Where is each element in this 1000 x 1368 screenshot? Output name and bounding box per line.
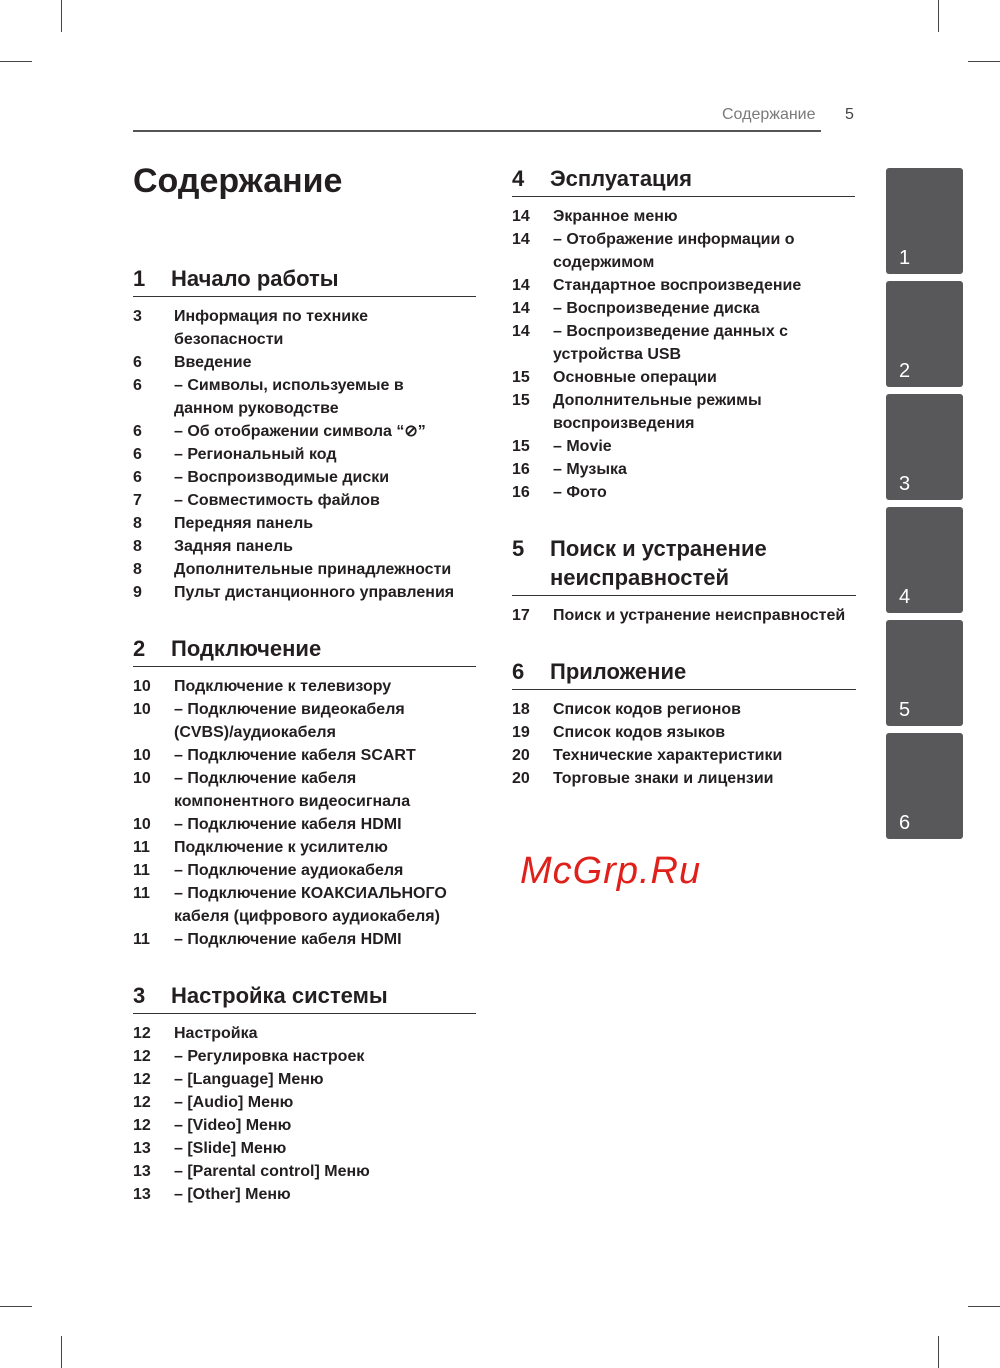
section-heading bbox=[512, 534, 856, 596]
toc-entry[interactable] bbox=[133, 1183, 476, 1206]
toc-page-number: 16 bbox=[512, 484, 530, 501]
toc-page-number: 20 bbox=[512, 770, 530, 787]
toc-page-number: 10 bbox=[133, 816, 151, 833]
toc-page-number: 11 bbox=[133, 862, 150, 879]
toc-entry[interactable] bbox=[512, 297, 855, 320]
toc-entry-text: Подключение к усилителю bbox=[174, 839, 388, 856]
watermark: McGrp.Ru bbox=[520, 850, 702, 892]
toc-entry[interactable] bbox=[133, 836, 476, 859]
toc-entry-text: – Воспроизведение диска bbox=[553, 300, 760, 317]
toc-entry[interactable] bbox=[133, 1137, 476, 1160]
toc-entry[interactable] bbox=[133, 535, 476, 558]
toc-entry-continuation[interactable] bbox=[512, 343, 855, 366]
running-header-title: Содержание bbox=[722, 106, 816, 123]
crop-mark bbox=[938, 1336, 939, 1368]
toc-page-number: 13 bbox=[133, 1186, 151, 1203]
toc-page-number: 14 bbox=[512, 208, 530, 225]
tab-label: 5 bbox=[899, 699, 911, 721]
toc-entry-text-cont: воспроизведения bbox=[553, 415, 695, 432]
toc-entry-text: – Подключение КОАКСИАЛЬНОГО bbox=[174, 885, 447, 902]
spacer bbox=[133, 397, 174, 420]
section-heading bbox=[133, 264, 476, 297]
toc-page-number: 11 bbox=[133, 885, 150, 902]
toc-page-number: 13 bbox=[133, 1140, 151, 1157]
toc-entry-text: Стандартное воспроизведение bbox=[553, 277, 802, 294]
toc-page-number: 10 bbox=[133, 770, 151, 787]
toc-page-number: 10 bbox=[133, 701, 151, 718]
toc-entry-text: Пульт дистанционного управления bbox=[174, 584, 455, 601]
toc-list bbox=[133, 1022, 476, 1206]
chapter-tab-4[interactable] bbox=[886, 507, 963, 613]
toc-list bbox=[512, 604, 856, 627]
toc-entry-text-cont: содержимом bbox=[553, 254, 655, 271]
toc-entry-text: – Регулировка настроек bbox=[174, 1048, 365, 1065]
toc-page-number: 14 bbox=[512, 277, 530, 294]
spacer bbox=[133, 790, 174, 813]
toc-entry[interactable] bbox=[133, 305, 476, 328]
section-title: Эсплуатация bbox=[550, 166, 692, 191]
toc-entry-text: – [Language] Меню bbox=[174, 1071, 324, 1088]
toc-entry-text: – Отображение информации о bbox=[553, 231, 795, 248]
toc-entry-text: Настройка bbox=[174, 1025, 258, 1042]
toc-page-number: 8 bbox=[133, 561, 142, 578]
crop-mark bbox=[61, 1336, 62, 1368]
toc-page-number: 12 bbox=[133, 1048, 151, 1065]
crop-mark bbox=[938, 0, 939, 32]
toc-entry-text: – Фото bbox=[553, 484, 607, 501]
toc-entry-text: – [Slide] Меню bbox=[174, 1140, 287, 1157]
toc-entry-text-cont: кабеля (цифрового аудиокабеля) bbox=[174, 908, 440, 925]
toc-entry[interactable] bbox=[512, 435, 855, 458]
toc-entry[interactable] bbox=[133, 675, 476, 698]
toc-entry-text: – Музыка bbox=[553, 461, 627, 478]
toc-entry-continuation[interactable] bbox=[512, 251, 855, 274]
toc-entry[interactable] bbox=[133, 928, 476, 951]
toc-page-number: 10 bbox=[133, 747, 151, 764]
tab-label: 4 bbox=[899, 586, 911, 608]
toc-entry[interactable] bbox=[133, 420, 476, 443]
spacer bbox=[512, 343, 553, 366]
page-title: Содержание bbox=[133, 162, 343, 200]
toc-page-number: 12 bbox=[133, 1117, 151, 1134]
toc-page-number: 15 bbox=[512, 392, 530, 409]
spacer bbox=[133, 905, 174, 928]
tab-label: 2 bbox=[899, 360, 911, 382]
toc-page-number: 10 bbox=[133, 678, 151, 695]
toc-entry[interactable] bbox=[133, 558, 476, 581]
toc-entry-text: Экранное меню bbox=[553, 208, 678, 225]
toc-entry-text: – [Other] Меню bbox=[174, 1186, 291, 1203]
toc-entry[interactable] bbox=[512, 604, 856, 627]
crop-mark bbox=[61, 0, 62, 32]
toc-entry-text: Технические характеристики bbox=[553, 747, 783, 764]
toc-section-5 bbox=[512, 534, 856, 627]
toc-entry[interactable] bbox=[133, 351, 476, 374]
toc-entry-text: Передняя панель bbox=[174, 515, 314, 532]
chapter-tab-5[interactable] bbox=[886, 620, 963, 726]
toc-page-number: 17 bbox=[512, 607, 530, 624]
section-number: 2 bbox=[133, 636, 146, 661]
section-heading bbox=[512, 657, 856, 690]
spacer bbox=[512, 251, 553, 274]
toc-page-number: 14 bbox=[512, 300, 530, 317]
toc-list bbox=[133, 305, 476, 604]
toc-section-3 bbox=[133, 981, 476, 1206]
section-number: 1 bbox=[133, 266, 146, 291]
toc-entry[interactable] bbox=[133, 767, 476, 790]
crop-mark bbox=[0, 61, 32, 62]
toc-page-number: 19 bbox=[512, 724, 530, 741]
toc-entry[interactable] bbox=[133, 698, 476, 721]
toc-entry[interactable] bbox=[133, 512, 476, 535]
toc-entry[interactable] bbox=[512, 389, 855, 412]
toc-page-number: 6 bbox=[133, 469, 142, 486]
toc-entry-text: – Подключение кабеля HDMI bbox=[174, 816, 402, 833]
toc-page-number: 12 bbox=[133, 1025, 151, 1042]
header-rule bbox=[133, 130, 821, 132]
toc-entry-text: – Символы, используемые в bbox=[174, 377, 404, 394]
spacer bbox=[133, 721, 174, 744]
toc-entry[interactable] bbox=[133, 882, 476, 905]
toc-entry[interactable] bbox=[133, 466, 476, 489]
toc-page-number: 12 bbox=[133, 1094, 151, 1111]
toc-entry-text: – Подключение кабеля bbox=[174, 770, 357, 787]
toc-entry-continuation[interactable] bbox=[133, 721, 476, 744]
toc-entry-text: – Подключение видеокабеля bbox=[174, 701, 405, 718]
section-number: 5 bbox=[512, 536, 525, 561]
toc-entry[interactable] bbox=[133, 1045, 476, 1068]
toc-entry[interactable] bbox=[133, 1114, 476, 1137]
section-title: Начало работы bbox=[171, 266, 339, 291]
toc-entry-text: Дополнительные режимы bbox=[553, 392, 762, 409]
toc-entry-text: – Воспроизводимые диски bbox=[174, 469, 390, 486]
toc-entry[interactable] bbox=[133, 813, 476, 836]
toc-entry-continuation[interactable] bbox=[133, 790, 476, 813]
toc-entry[interactable] bbox=[133, 489, 476, 512]
toc-entry-text: – Movie bbox=[553, 438, 612, 455]
section-heading bbox=[512, 164, 855, 197]
toc-section-4 bbox=[512, 164, 855, 504]
toc-entry-text-cont: (CVBS)/аудиокабеля bbox=[174, 724, 336, 741]
toc-entry-text: Торговые знаки и лицензии bbox=[553, 770, 774, 787]
toc-entry[interactable] bbox=[512, 228, 855, 251]
toc-page-number: 15 bbox=[512, 369, 530, 386]
toc-page-number: 18 bbox=[512, 701, 530, 718]
toc-entry-text: Поиск и устранение неисправностей bbox=[553, 607, 846, 624]
crop-mark bbox=[968, 61, 1000, 62]
toc-entry-text: – Подключение кабеля HDMI bbox=[174, 931, 402, 948]
spacer bbox=[133, 328, 174, 351]
toc-section-6 bbox=[512, 657, 856, 790]
toc-entry-text-cont: компонентного видеосигнала bbox=[174, 793, 411, 810]
toc-entry-text: Основные операции bbox=[553, 369, 717, 386]
toc-page-number: 7 bbox=[133, 492, 142, 509]
toc-entry-continuation[interactable] bbox=[133, 397, 476, 420]
toc-entry-text: Задняя панель bbox=[174, 538, 293, 555]
toc-entry-text: – Подключение кабеля SCART bbox=[174, 747, 416, 764]
crop-mark bbox=[0, 1306, 32, 1307]
toc-entry[interactable] bbox=[133, 1022, 476, 1045]
toc-entry[interactable] bbox=[133, 1091, 476, 1114]
toc-entry[interactable] bbox=[133, 1068, 476, 1091]
page-number: 5 bbox=[845, 106, 854, 123]
toc-entry-continuation[interactable] bbox=[512, 412, 855, 435]
toc-entry[interactable] bbox=[133, 443, 476, 466]
toc-page-number: 14 bbox=[512, 231, 530, 248]
toc-entry-text-cont: безопасности bbox=[174, 331, 284, 348]
section-title: Приложение bbox=[550, 659, 687, 684]
tab-label: 3 bbox=[899, 473, 911, 495]
toc-page-number: 6 bbox=[133, 377, 142, 394]
toc-page-number: 6 bbox=[133, 423, 142, 440]
toc-list bbox=[133, 675, 476, 951]
chapter-tab-3[interactable] bbox=[886, 394, 963, 500]
toc-entry-text: – Об отображении символа “⊘” bbox=[174, 423, 426, 440]
section-number: 3 bbox=[133, 983, 146, 1008]
section-title: Поиск и устранение неисправностей bbox=[550, 536, 767, 590]
section-heading bbox=[133, 981, 476, 1014]
section-title: Подключение bbox=[171, 636, 322, 661]
toc-entry[interactable] bbox=[512, 458, 855, 481]
toc-entry[interactable] bbox=[512, 744, 856, 767]
toc-page-number: 11 bbox=[133, 839, 150, 856]
toc-entry[interactable] bbox=[512, 320, 855, 343]
section-number: 4 bbox=[512, 166, 525, 191]
toc-page-number: 6 bbox=[133, 354, 142, 371]
toc-entry-continuation[interactable] bbox=[133, 905, 476, 928]
crop-mark bbox=[968, 1306, 1000, 1307]
chapter-tab-2[interactable] bbox=[886, 281, 963, 387]
toc-entry[interactable] bbox=[512, 274, 855, 297]
tab-label: 1 bbox=[899, 247, 911, 269]
section-heading bbox=[133, 634, 476, 667]
toc-entry-text: Дополнительные принадлежности bbox=[174, 561, 452, 578]
toc-entry[interactable] bbox=[133, 744, 476, 767]
toc-entry-text: – [Audio] Меню bbox=[174, 1094, 294, 1111]
toc-entry[interactable] bbox=[512, 481, 855, 504]
tab-label: 6 bbox=[899, 812, 911, 834]
toc-entry[interactable] bbox=[512, 721, 856, 744]
toc-page-number: 15 bbox=[512, 438, 530, 455]
toc-entry-text: Информация по технике bbox=[174, 308, 368, 325]
toc-page-number: 14 bbox=[512, 323, 530, 340]
toc-entry-text: Список кодов регионов bbox=[553, 701, 741, 718]
toc-page-number: 20 bbox=[512, 747, 530, 764]
toc-entry-text: – Региональный код bbox=[174, 446, 337, 463]
toc-entry[interactable] bbox=[512, 366, 855, 389]
toc-page-number: 9 bbox=[133, 584, 142, 601]
chapter-tab-6[interactable] bbox=[886, 733, 963, 839]
toc-entry[interactable] bbox=[133, 374, 476, 397]
toc-page-number: 12 bbox=[133, 1071, 151, 1088]
toc-entry-continuation[interactable] bbox=[133, 328, 476, 351]
section-number: 6 bbox=[512, 659, 525, 684]
toc-list bbox=[512, 205, 855, 504]
toc-entry[interactable] bbox=[133, 581, 476, 604]
toc-entry-text: – Воспроизведение данных с bbox=[553, 323, 789, 340]
section-title: Настройка системы bbox=[171, 983, 388, 1008]
toc-entry-text: – [Video] Меню bbox=[174, 1117, 292, 1134]
toc-page-number: 6 bbox=[133, 446, 142, 463]
toc-entry[interactable] bbox=[512, 698, 856, 721]
toc-page-number: 8 bbox=[133, 515, 142, 532]
toc-section-2 bbox=[133, 634, 476, 951]
toc-list bbox=[512, 698, 856, 790]
toc-entry[interactable] bbox=[512, 205, 855, 228]
toc-entry-text: Введение bbox=[174, 354, 252, 371]
toc-section-1 bbox=[133, 264, 476, 604]
toc-page-number: 16 bbox=[512, 461, 530, 478]
spacer bbox=[512, 412, 553, 435]
toc-page-number: 11 bbox=[133, 931, 150, 948]
chapter-tab-1[interactable] bbox=[886, 168, 963, 274]
toc-entry[interactable] bbox=[512, 767, 856, 790]
toc-entry-text: – [Parental control] Меню bbox=[174, 1163, 370, 1180]
toc-entry[interactable] bbox=[133, 859, 476, 882]
toc-page-number: 13 bbox=[133, 1163, 151, 1180]
toc-entry-text: – Подключение аудиокабеля bbox=[174, 862, 404, 879]
toc-entry-text-cont: данном руководстве bbox=[174, 400, 339, 417]
toc-entry[interactable] bbox=[133, 1160, 476, 1183]
toc-entry-text-cont: устройства USB bbox=[553, 346, 682, 363]
toc-entry-text: – Совместимость файлов bbox=[174, 492, 380, 509]
toc-entry-text: Список кодов языков bbox=[553, 724, 726, 741]
toc-entry-text: Подключение к телевизору bbox=[174, 678, 392, 695]
toc-page-number: 8 bbox=[133, 538, 142, 555]
toc-page-number: 3 bbox=[133, 308, 142, 325]
